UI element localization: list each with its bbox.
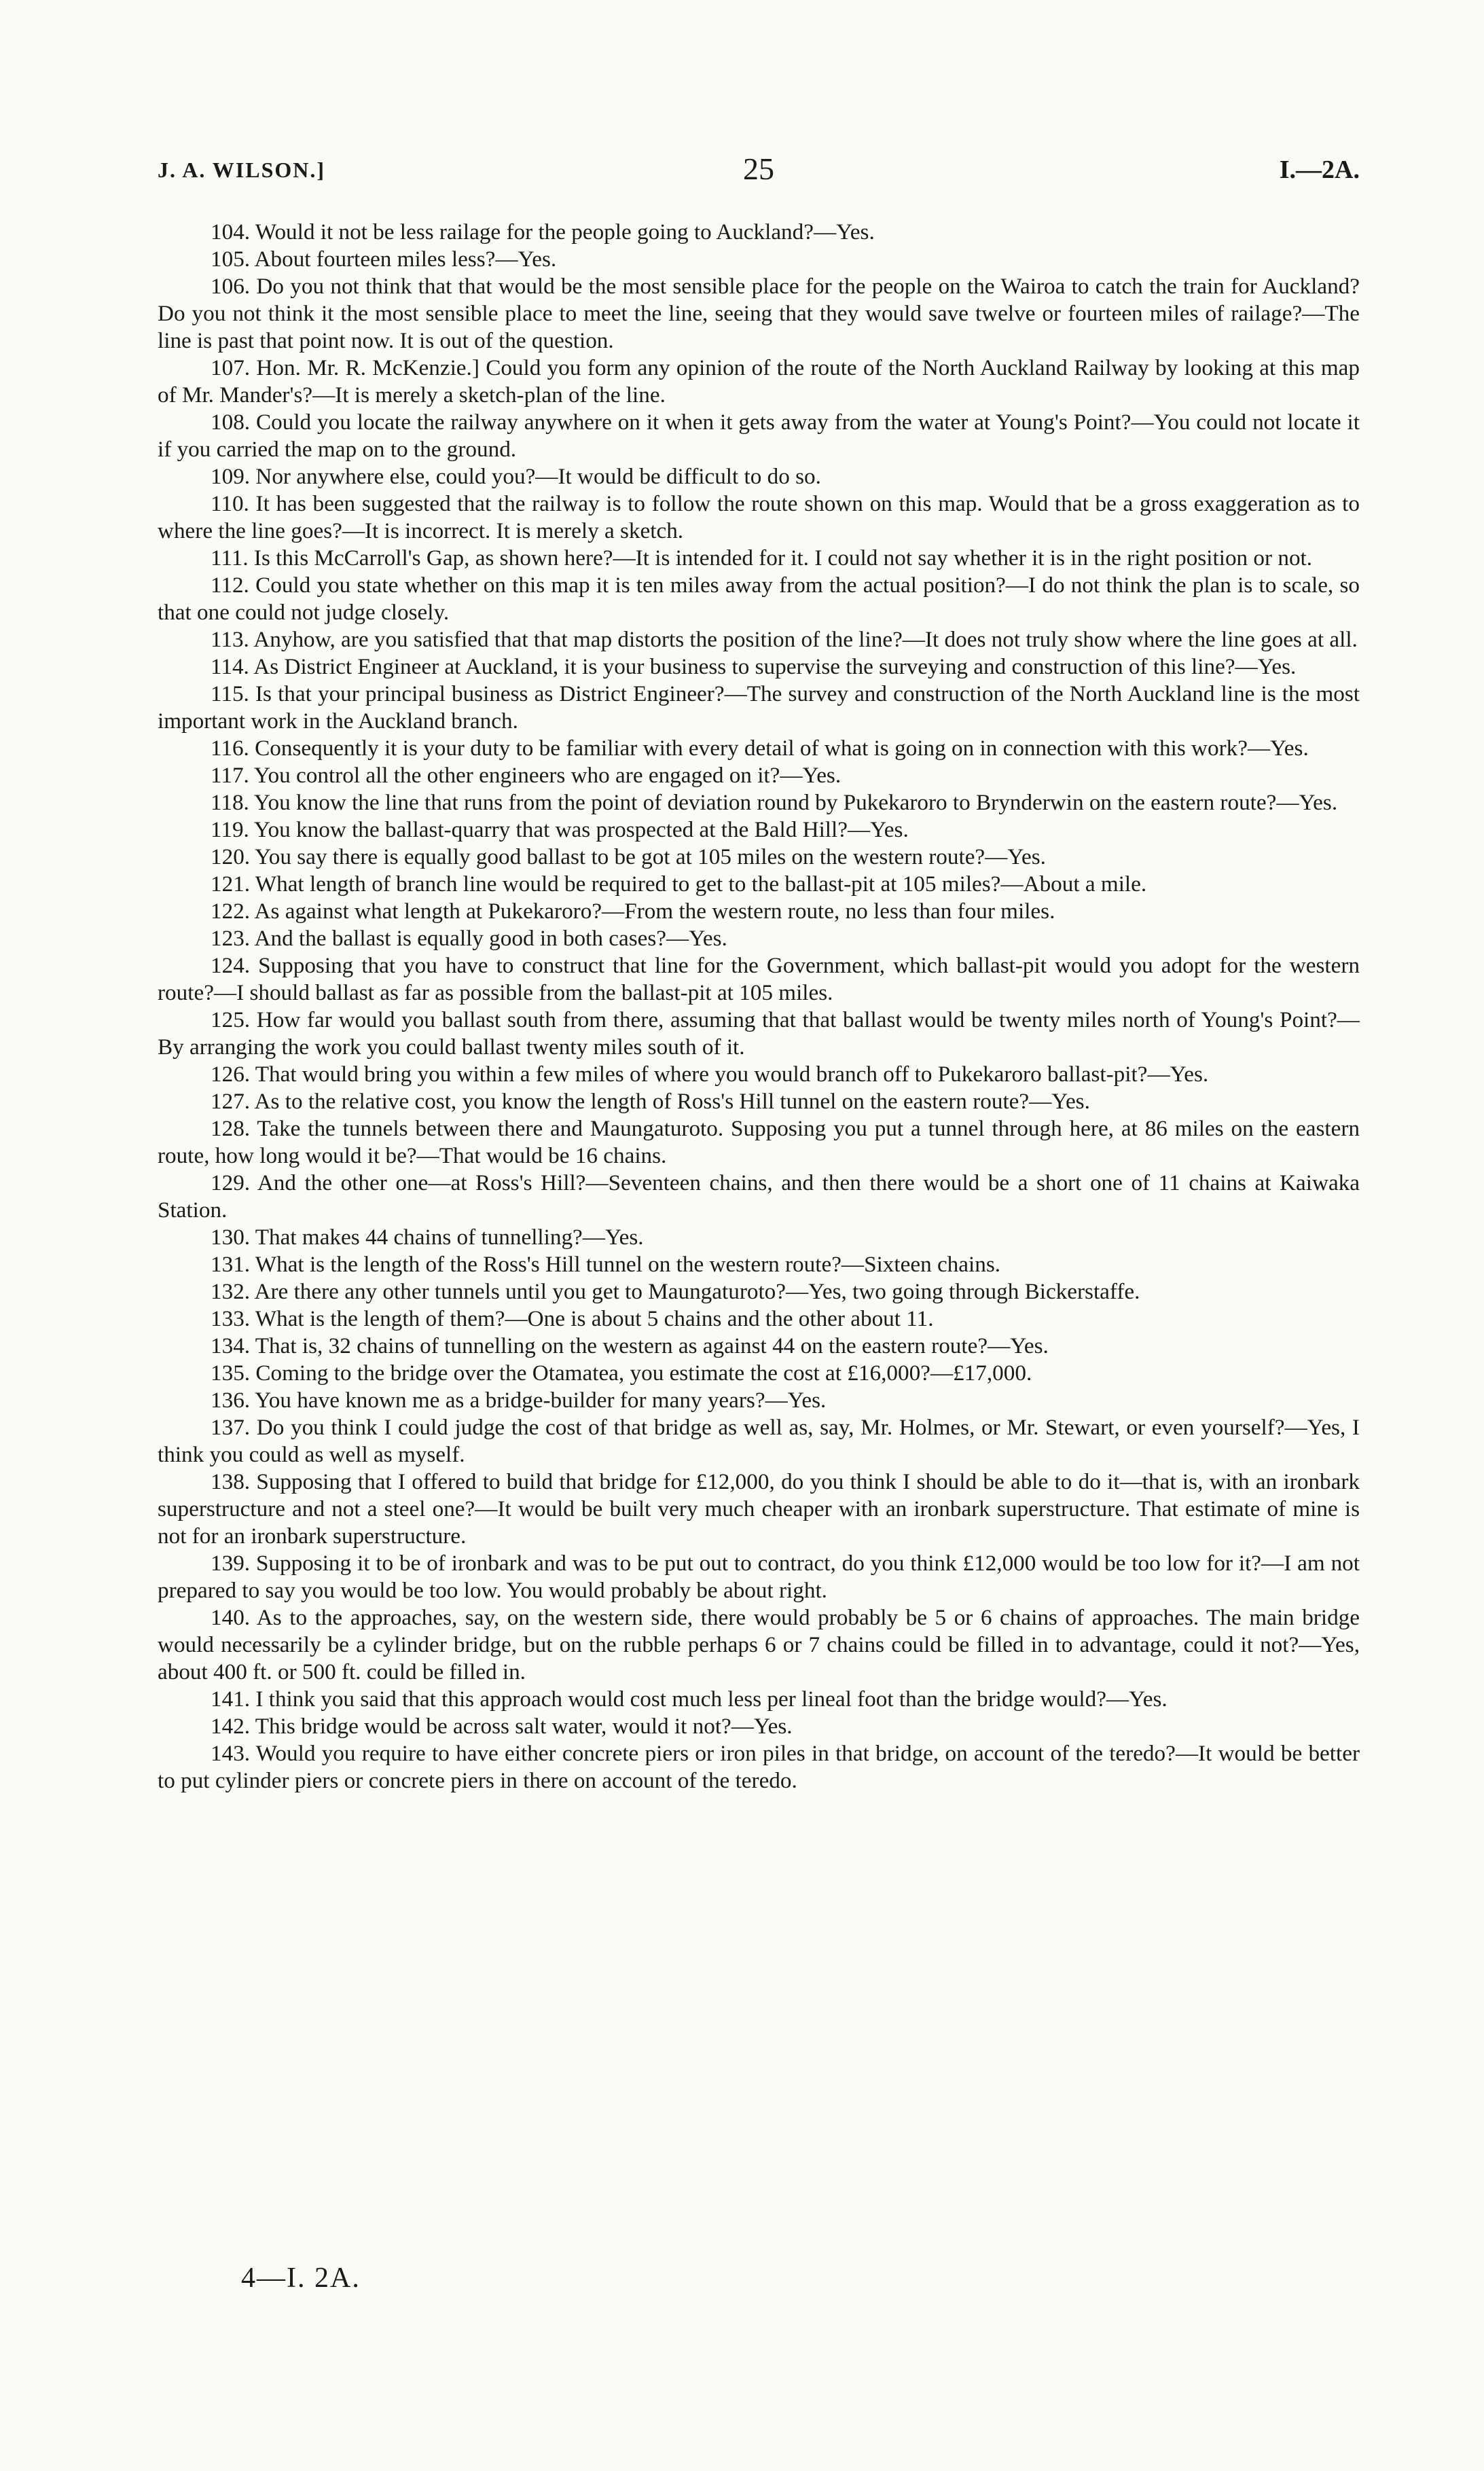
question-paragraph: 131. What is the length of the Ross's Hill tunnel on the western route?—Sixteen chains. [211,1252,1001,1277]
question-paragraph: 106. Do you not think that that would be the most sensible place for the people on the Wairoa to catch the train for Auckland? Do you not think it the most sensible place to meet the line, seeing that they would save twelve or fourteen miles of railage?—The line is past that point now. It is out of the question. [158,274,1360,353]
page-header [158,151,1360,194]
question-paragraph: 141. I think you said that this approach would cost much less per lineal foot than the bridge would?—Yes. [211,1687,1168,1712]
question-paragraph: 137. Do you think I could judge the cost of that bridge as well as, say, Mr. Holmes, or Mr. Stewart, or even yourself?—Yes, I think you could as well as myself. [158,1415,1360,1467]
question-paragraph: 125. How far would you ballast south from there, assuming that that ballast would be twenty miles north of Young's Point?—By arranging the work you could ballast twenty miles south of it. [158,1007,1360,1060]
question-paragraph: 136. You have known me as a bridge-builder for many years?—Yes. [211,1388,827,1413]
question-paragraph: 142. This bridge would be across salt water, would it not?—Yes. [211,1714,793,1739]
question-paragraph: 104. Would it not be less railage for the people going to Auckland?—Yes. [211,219,875,245]
question-paragraph: 118. You know the line that runs from the point of deviation round by Pukekaroro to Brynderwin on the eastern route?—Yes. [211,790,1338,815]
question-paragraph: 143. Would you require to have either concrete piers or iron piles in that bridge, on account of the teredo?—It would be better to put cylinder piers or concrete piers in there on account of the teredo. [158,1741,1360,1793]
question-paragraph: 112. Could you state whether on this map it is ten miles away from the actual position?—I do not think the plan is to scale, so that one could not judge closely. [158,573,1360,625]
question-paragraph: 105. About fourteen miles less?—Yes. [211,247,557,272]
sheet-signature: 4—I. 2A. [241,2262,361,2294]
question-paragraph: 108. Could you locate the railway anywhere on it when it gets away from the water at Young's Point?—You could not locate it if you carried the map on to the ground. [158,410,1360,462]
question-paragraph: 121. What length of branch line would be required to get to the ballast-pit at 105 miles?—About a mile. [211,871,1147,897]
question-paragraph: 122. As against what length at Pukekaroro?—From the western route, no less than four miles. [211,899,1055,924]
question-paragraph: 138. Supposing that I offered to build that bridge for £12,000, do you think I should be able to do it—that is, with an ironbark superstructure and not a steel one?—It would be built very much cheaper with an ironbark superstructure. That estimate of mine is not for an ironbark superstructure. [158,1469,1360,1549]
question-paragraph: 134. That is, 32 chains of tunnelling on the western as against 44 on the eastern route?—Yes. [211,1333,1049,1358]
witness-name: J. A. WILSON.] [158,158,326,182]
question-paragraph: 113. Anyhow, are you satisfied that that map distorts the position of the line?—It does not truly show where the line goes at all. [211,627,1358,652]
question-paragraph: 111. Is this McCarroll's Gap, as shown here?—It is intended for it. I could not say whether it is in the right position or not. [211,545,1313,571]
question-paragraph: 135. Coming to the bridge over the Otamatea, you estimate the cost at £16,000?—£17,000. [211,1360,1032,1386]
page-number: 25 [743,151,774,186]
question-paragraph: 129. And the other one—at Ross's Hill?—Seventeen chains, and then there would be a short one of 11 chains at Kaiwaka Station. [158,1170,1360,1223]
question-paragraph: 130. That makes 44 chains of tunnelling?—Yes. [211,1225,644,1250]
question-paragraph: 123. And the ballast is equally good in both cases?—Yes. [211,926,727,951]
question-paragraph: 115. Is that your principal business as District Engineer?—The survey and construction of the North Auckland line is the most important work in the Auckland branch. [158,681,1360,734]
question-paragraph: 119. You know the ballast-quarry that was prospected at the Bald Hill?—Yes. [211,817,909,842]
question-paragraph: 132. Are there any other tunnels until you get to Maungaturoto?—Yes, two going through Bickerstaffe. [211,1279,1140,1304]
question-paragraph: 120. You say there is equally good ballast to be got at 105 miles on the western route?—Yes. [211,844,1046,869]
question-paragraph: 114. As District Engineer at Auckland, it is your business to supervise the surveying and construction of this line?—Yes. [211,654,1297,679]
question-paragraph: 117. You control all the other engineers who are engaged on it?—Yes. [211,763,841,788]
question-paragraph: 140. As to the approaches, say, on the western side, there would probably be 5 or 6 chains of approaches. The main bridge would necessarily be a cylinder bridge, but on the rubble perhaps 6 or 7 chains could be filled in to advantage, could it not?—Yes, about 400 ft. or 500 ft. could be filled in. [158,1605,1360,1684]
question-paragraph: 109. Nor anywhere else, could you?—It would be difficult to do so. [211,464,821,489]
question-paragraph: 110. It has been suggested that the railway is to follow the route shown on this map. Would that be a gross exaggeration as to where the line goes?—It is incorrect. It is merely a sketch. [158,491,1360,543]
question-paragraph: 133. What is the length of them?—One is about 5 chains and the other about 11. [211,1306,934,1331]
question-paragraph: 107. Hon. Mr. R. McKenzie.] Could you form any opinion of the route of the North Auckland Railway by looking at this map of Mr. Mander's?—It is merely a sketch-plan of the line. [158,355,1360,408]
paper-reference: I.—2A. [1279,156,1360,184]
question-paragraph: 126. That would bring you within a few miles of where you would branch off to Pukekaroro ballast-pit?—Yes. [211,1062,1209,1087]
question-paragraph: 124. Supposing that you have to construct that line for the Government, which ballast-pit would you adopt for the western route?—I should ballast as far as possible from the ballast-pit at 105 miles. [158,953,1360,1005]
question-paragraph: 128. Take the tunnels between there and Maungaturoto. Supposing you put a tunnel through here, at 86 miles on the eastern route, how long would it be?—That would be 16 chains. [158,1116,1360,1168]
question-paragraph: 127. As to the relative cost, you know the length of Ross's Hill tunnel on the eastern route?—Yes. [211,1089,1090,1114]
testimony-body [158,219,1360,1794]
question-paragraph: 139. Supposing it to be of ironbark and was to be put out to contract, do you think £12,000 would be too low for it?—I am not prepared to say you would be too low. You would probably be about right. [158,1551,1360,1603]
question-paragraph: 116. Consequently it is your duty to be familiar with every detail of what is going on in connection with this work?—Yes. [211,736,1309,761]
